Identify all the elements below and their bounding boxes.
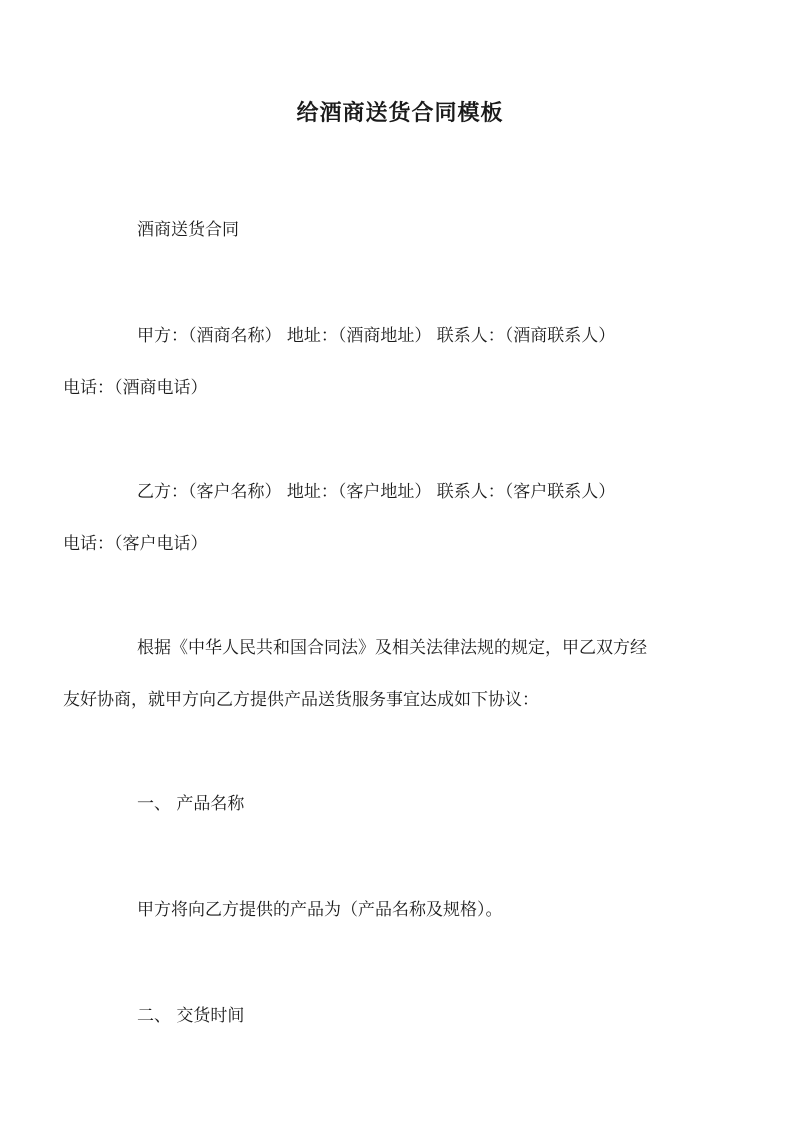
party-a-line-1: 甲方：（酒商名称） 地址：（酒商地址） 联系人：（酒商联系人） [137,326,616,346]
section-1-heading [100,778,708,830]
section-1-heading-text: 一、 产品名称 [137,794,245,814]
contract-subtitle-text: 酒商送货合同 [137,220,239,240]
section-2-heading-text: 二、 交货时间 [137,1006,245,1026]
section-1-body [100,884,708,936]
section-1-body-text: 甲方将向乙方提供的产品为（产品名称及规格）。 [137,900,503,920]
party-b-line-1: 乙方：（客户名称） 地址：（客户地址） 联系人：（客户联系人） [137,482,616,502]
section-2-heading [100,990,708,1042]
contract-subtitle [100,204,708,256]
party-a-line-2: 电话：（酒商电话） [63,378,208,398]
document-title: 给酒商送货合同模板 [296,100,504,126]
party-b-line-2: 电话：（客户电话） [63,534,208,554]
preamble-line-2: 友好协商，就甲方向乙方提供产品送货服务事宜达成如下协议： [63,690,539,710]
party-b-block [63,466,708,570]
preamble-line-1: 根据《中华人民共和国合同法》及相关法律法规的规定，甲乙双方经 [137,638,647,658]
party-a-block [63,310,708,414]
preamble-block [63,622,708,726]
